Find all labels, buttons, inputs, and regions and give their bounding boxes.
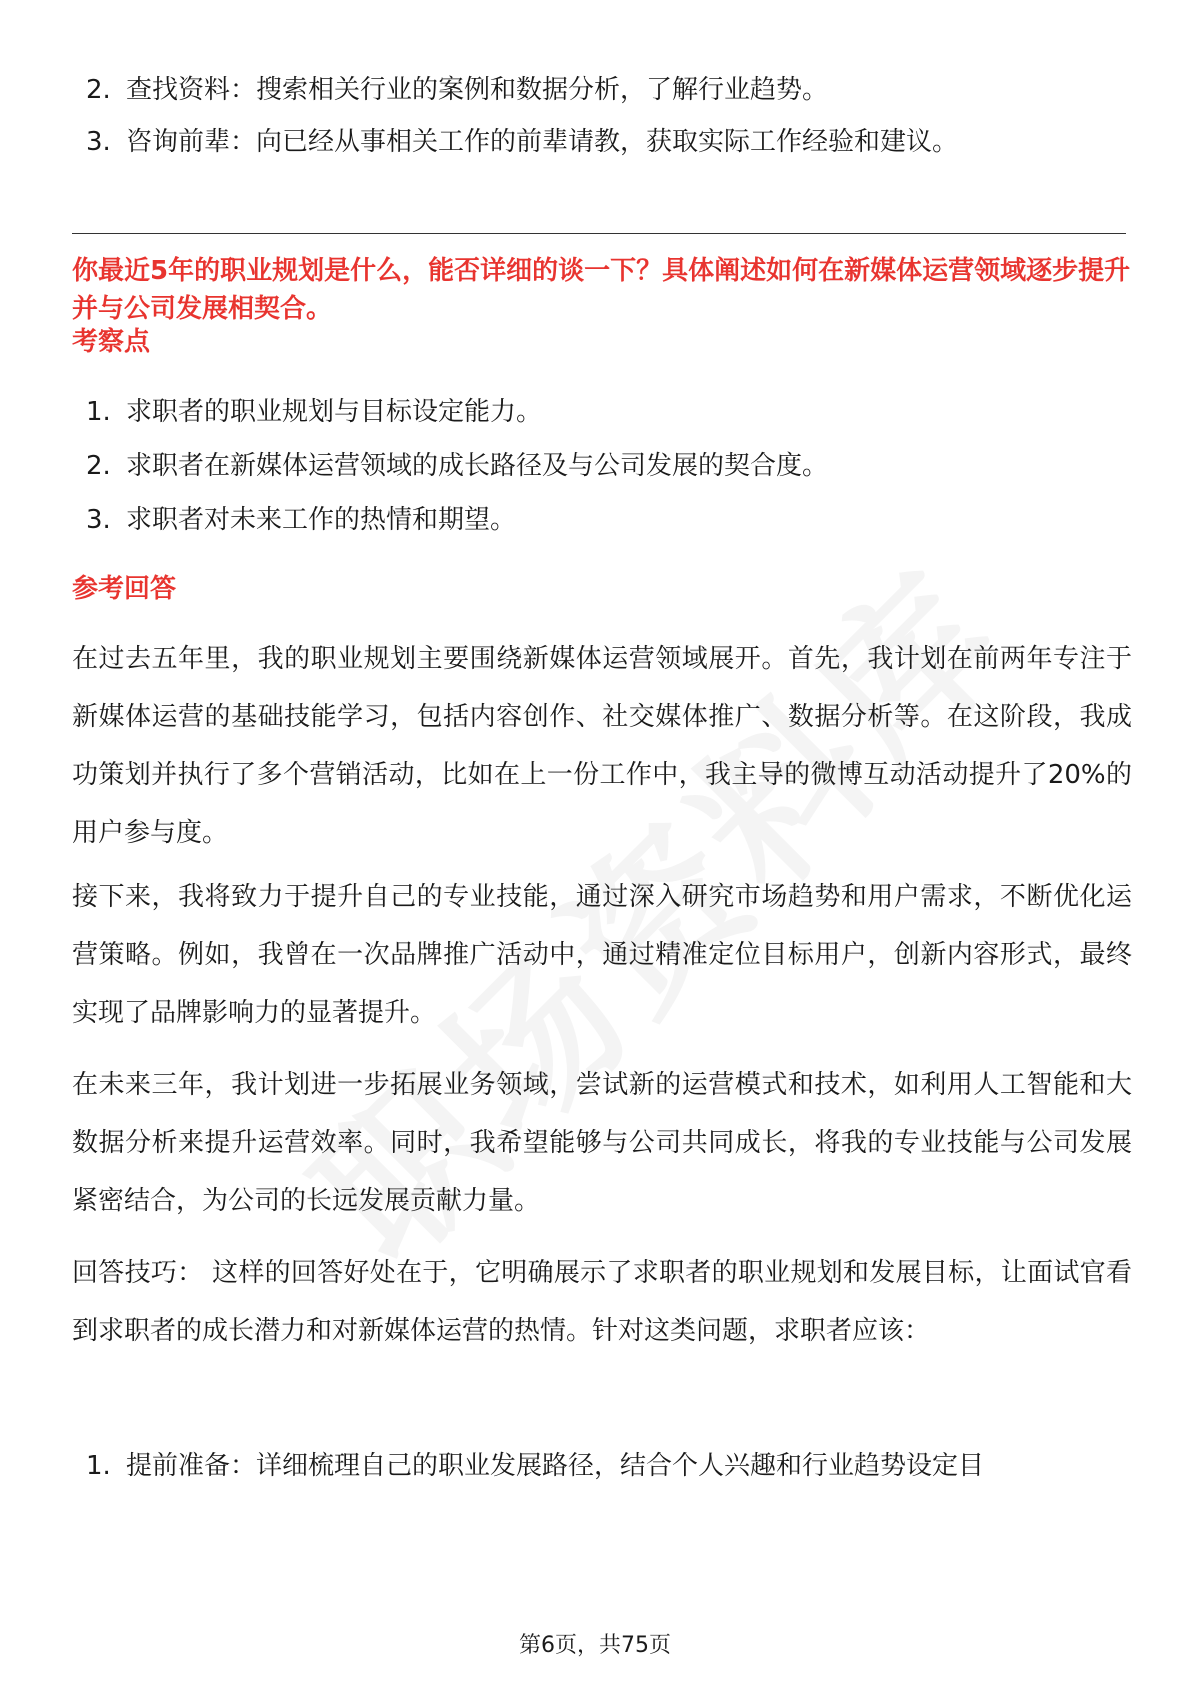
- list-item: [86, 1450, 984, 1482]
- list-item-text: 求职者的职业规划与目标设定能力。: [126, 397, 543, 427]
- list-item: [86, 504, 516, 536]
- list-item-number: 3.: [86, 127, 111, 157]
- list-item: [86, 74, 828, 106]
- list-item-number: 2.: [86, 451, 111, 481]
- section-divider: [72, 233, 1126, 234]
- list-item-text: 提前准备：详细梳理自己的职业发展路径，结合个人兴趣和行业趋势设定目: [126, 1451, 985, 1481]
- reference-answer-heading: 参考回答: [72, 574, 177, 604]
- list-item: [86, 396, 542, 428]
- list-item-number: 3.: [86, 505, 111, 535]
- list-item-text: 查找资料：搜索相关行业的案例和数据分析，了解行业趋势。: [126, 75, 829, 105]
- answer-paragraph: 在未来三年，我计划进一步拓展业务领域，尝试新的运营模式和技术，如利用人工智能和大数据分析来提升运营效率。同时，我希望能够与公司共同成长，将我的专业技能与公司发展紧密结合，为公司的长远发展贡献力量。: [72, 1070, 1132, 1216]
- list-item-number: 1.: [86, 1451, 111, 1481]
- list-item-text: 求职者对未来工作的热情和期望。: [126, 505, 517, 535]
- question-heading: 你最近5年的职业规划是什么，能否详细的谈一下？具体阐述如何在新媒体运营领域逐步提升并与公司发展相契合。: [72, 256, 1131, 324]
- list-item-number: 2.: [86, 75, 111, 105]
- answer-paragraph: 接下来，我将致力于提升自己的专业技能，通过深入研究市场趋势和用户需求，不断优化运营策略。例如，我曾在一次品牌推广活动中，通过精准定位目标用户，创新内容形式，最终实现了品牌影响力的显著提升。: [72, 882, 1132, 1028]
- page-number: 第6页，共75页: [519, 1633, 671, 1658]
- list-item-number: 1.: [86, 397, 111, 427]
- list-item: [86, 126, 958, 158]
- list-item-text: 咨询前辈：向已经从事相关工作的前辈请教，获取实际工作经验和建议。: [126, 127, 959, 157]
- answer-tips-paragraph: 回答技巧： 这样的回答好处在于，它明确展示了求职者的职业规划和发展目标，让面试官看到求职者的成长潜力和对新媒体运营的热情。针对这类问题，求职者应该：: [72, 1258, 1132, 1346]
- list-item-text: 求职者在新媒体运营领域的成长路径及与公司发展的契合度。: [126, 451, 829, 481]
- answer-paragraph: 在过去五年里，我的职业规划主要围绕新媒体运营领域展开。首先，我计划在前两年专注于新媒体运营的基础技能学习，包括内容创作、社交媒体推广、数据分析等。在这阶段，我成功策划并执行了多个营销活动，比如在上一份工作中，我主导的微博互动活动提升了20%的用户参与度。: [72, 644, 1132, 848]
- list-item: [86, 450, 828, 482]
- exam-points-heading: 考察点: [72, 327, 151, 357]
